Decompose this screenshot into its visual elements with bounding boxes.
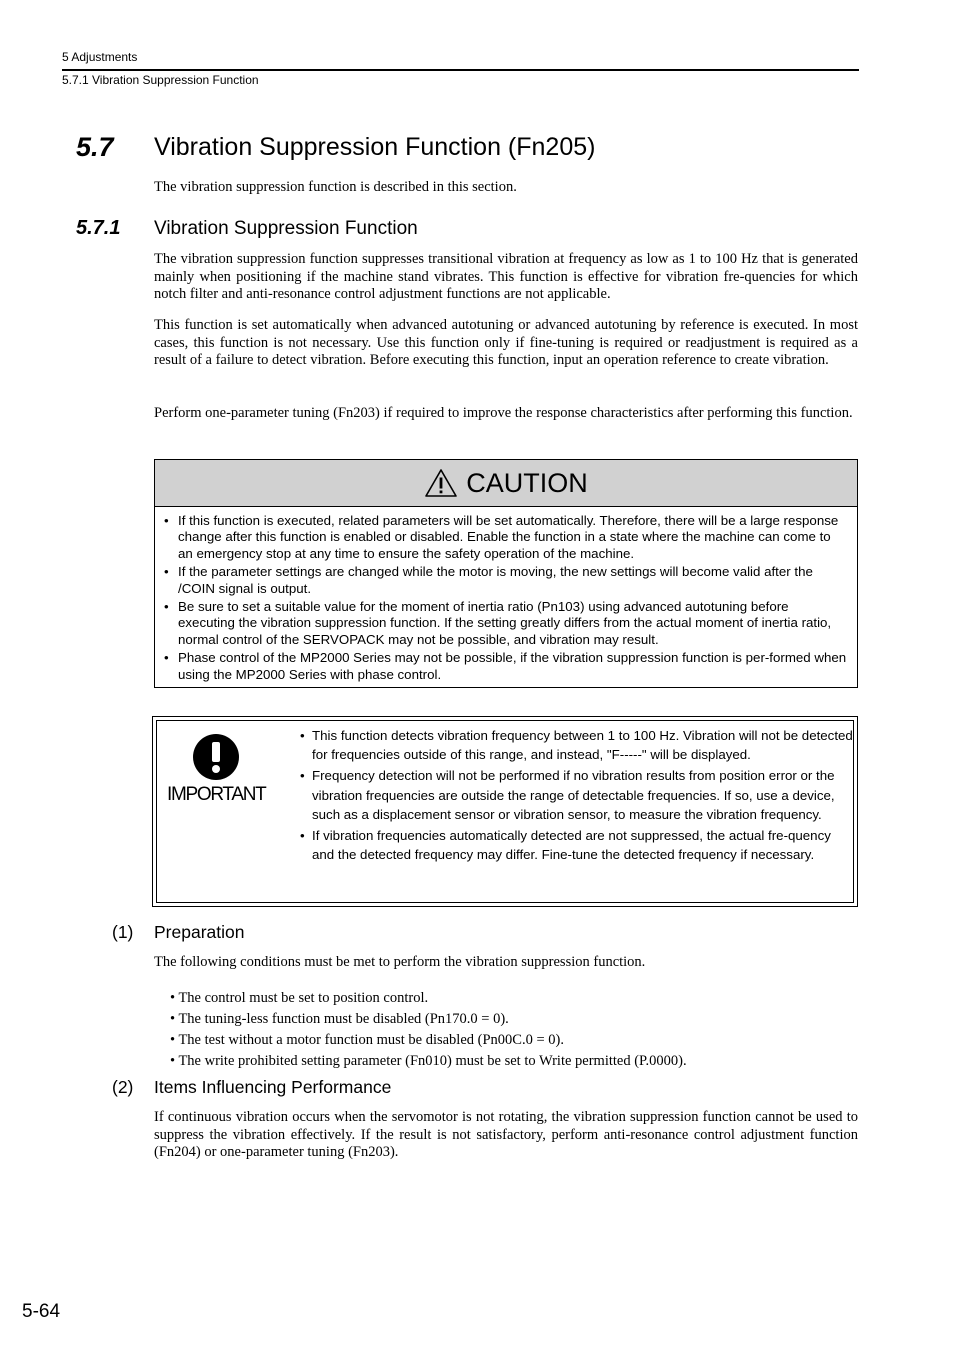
body-paragraph-3: Perform one-parameter tuning (Fn203) if required to improve the response characteristics after performing this function. bbox=[154, 405, 853, 421]
subsection-title: Vibration Suppression Function bbox=[154, 218, 418, 239]
preparation-item: • The tuning-less function must be disabled (Pn170.0 = 0). bbox=[170, 1011, 509, 1027]
caution-header bbox=[155, 460, 857, 507]
preparation-number: (1) bbox=[112, 922, 134, 942]
caution-item: • Be sure to set a suitable value for the moment of inertia ratio (Pn103) using advanced autotuning before executing the vibration suppression function. If the setting greatly differs from the actual moment of inertia ratio, normal control of the SERVOPACK may not be possible, and vibration may result. bbox=[155, 599, 849, 648]
preparation-item: • The test without a motor function must be disabled (Pn00C.0 = 0). bbox=[170, 1032, 564, 1048]
section-title: Vibration Suppression Function (Fn205) bbox=[154, 133, 596, 161]
important-box bbox=[152, 716, 858, 907]
running-header-section: 5.7.1 Vibration Suppression Function bbox=[62, 73, 259, 87]
preparation-intro: The following conditions must be met to perform the vibration suppression function. bbox=[154, 954, 646, 970]
important-item: • Frequency detection will not be performed if no vibration results from position error or the vibration frequencies are outside the range of detectable frequencies. If so, use a device, such as a displacement sensor or vibration sensor, to measure the vibration frequency. bbox=[297, 766, 853, 824]
performance-text: If continuous vibration occurs when the servomotor is not rotating, the vibration suppression function cannot be used to suppress the vibration effectively. If the result is not satisfactory, perform anti-resonance control adjustment function (Fn204) or one-parameter tuning (Fn203). bbox=[154, 1109, 858, 1161]
exclamation-circle-icon bbox=[193, 734, 239, 780]
subsection-number: 5.7.1 bbox=[76, 217, 121, 239]
warning-triangle-icon bbox=[424, 468, 458, 498]
important-item: • This function detects vibration frequency between 1 to 100 Hz. Vibration will not be detected for frequencies outside of this range, and instead, "F-----" will be displayed. bbox=[297, 726, 853, 764]
important-list bbox=[297, 726, 853, 866]
running-header-chapter: 5 Adjustments bbox=[62, 50, 138, 64]
preparation-list bbox=[170, 988, 687, 1072]
performance-title: Items Influencing Performance bbox=[154, 1077, 392, 1097]
section-intro: The vibration suppression function is described in this section. bbox=[154, 179, 517, 195]
caution-box bbox=[154, 459, 858, 688]
body-paragraph-1: The vibration suppression function suppresses transitional vibration at frequency as low as 1 to 100 Hz that is generated mainly when positioning if the machine stand vibrates. This function is effective for vibration fre-quencies for which notch filter and anti-resonance control adjustment functions are not applicable. bbox=[154, 251, 858, 303]
caution-item: • If this function is executed, related parameters will be set automatically. Therefore, there will be a large response change after this function is enabled or disabled. Enable the function in a state where the machine can come to an emergency stop at any time to ensure the safety operation of the machine. bbox=[155, 513, 849, 562]
section-number: 5.7 bbox=[76, 132, 114, 162]
preparation-item: • The control must be set to position control. bbox=[170, 990, 429, 1006]
performance-number: (2) bbox=[112, 1077, 134, 1097]
important-label: IMPORTANT bbox=[167, 784, 266, 805]
caution-title: CAUTION bbox=[466, 467, 588, 498]
preparation-title: Preparation bbox=[154, 922, 245, 942]
important-item: • If vibration frequencies automatically detected are not suppressed, the actual fre-quency and the detected frequency may differ. Fine-tune the detected frequency if necessary. bbox=[297, 826, 853, 864]
important-inner-frame bbox=[156, 720, 854, 903]
caution-item: • Phase control of the MP2000 Series may not be possible, if the vibration suppression function is per-formed when using the MP2000 Series with phase control. bbox=[155, 650, 849, 683]
body-paragraph-2: This function is set automatically when advanced autotuning or advanced autotuning by reference is executed. In most cases, this function is not necessary. Use this function only if fine-tuning is required or readjustment is required as a result of a failure to detect vibration. Before executing this function, input an operation reference to create vibration. bbox=[154, 317, 858, 369]
caution-list bbox=[155, 507, 857, 683]
preparation-item: • The write prohibited setting parameter (Fn010) must be set to Write permitted (P.0000). bbox=[170, 1053, 687, 1069]
page-number: 5-64 bbox=[22, 1301, 61, 1322]
caution-item: • If the parameter settings are changed while the motor is moving, the new settings will become valid after the /COIN signal is output. bbox=[155, 564, 849, 597]
header-rule bbox=[62, 69, 859, 71]
